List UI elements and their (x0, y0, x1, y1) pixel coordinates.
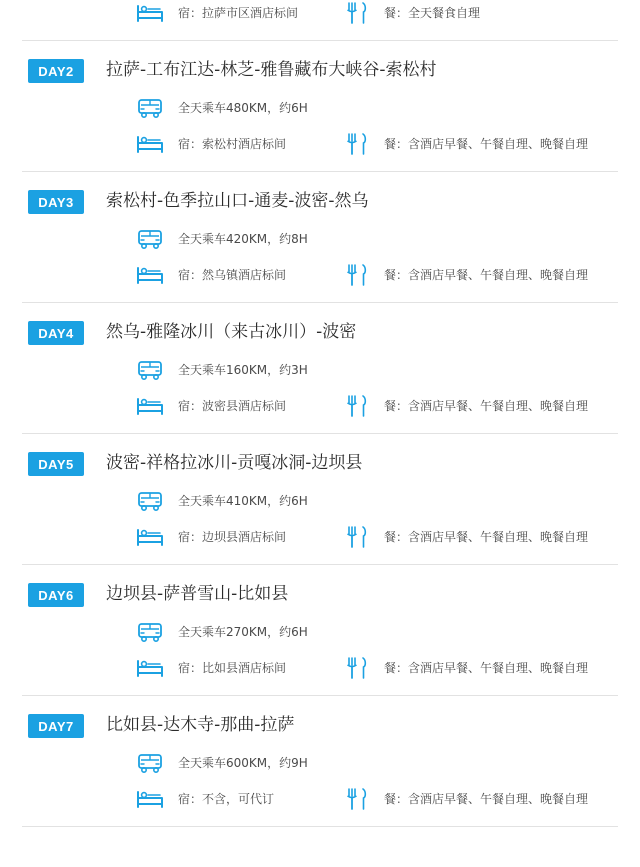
info-row (134, 357, 618, 383)
info-row (134, 0, 618, 26)
day-header (22, 448, 618, 478)
transport-cell (134, 95, 340, 121)
bed-icon (134, 393, 166, 419)
transport-text: 全天乘车480KM，约6H (178, 101, 308, 115)
fork-knife-icon (340, 0, 372, 26)
day-block (22, 696, 618, 827)
meal-cell (340, 524, 618, 550)
info-row (134, 131, 618, 157)
day-header (22, 317, 618, 347)
bed-icon (134, 524, 166, 550)
day-block (22, 0, 618, 41)
day-info-rows (22, 750, 618, 812)
bed-icon (134, 786, 166, 812)
stay-text: 宿：拉萨市区酒店标间 (178, 6, 299, 20)
bus-icon (134, 226, 166, 252)
bed-icon (134, 131, 166, 157)
info-row (134, 524, 618, 550)
stay-text: 宿：比如县酒店标间 (178, 661, 287, 675)
meal-cell (340, 786, 618, 812)
meal-cell (340, 655, 618, 681)
fork-knife-icon (340, 393, 372, 419)
transport-cell (134, 357, 340, 383)
meal-text: 餐：含酒店早餐、午餐自理、晚餐自理 (384, 268, 589, 282)
day-title: 索松村-色季拉山口-通麦-波密-然乌 (106, 191, 369, 211)
stay-cell (134, 524, 340, 550)
day-info-rows (22, 357, 618, 419)
day-block (22, 565, 618, 696)
stay-text: 宿：波密县酒店标间 (178, 399, 287, 413)
bed-icon (134, 655, 166, 681)
day-block (22, 303, 618, 434)
stay-text: 宿：边坝县酒店标间 (178, 530, 287, 544)
fork-knife-icon (340, 524, 372, 550)
bus-icon (134, 750, 166, 776)
transport-cell (134, 619, 340, 645)
fork-knife-icon (340, 131, 372, 157)
meal-cell (340, 0, 618, 26)
day-badge: DAY4 (28, 321, 84, 345)
meal-cell (340, 131, 618, 157)
day-header (22, 186, 618, 216)
day-badge: DAY7 (28, 714, 84, 738)
day-title: 波密-祥格拉冰川-贡嘎冰洞-边坝县 (106, 453, 363, 473)
transport-cell (134, 488, 340, 514)
page-bottom-space (22, 827, 618, 867)
bed-icon (134, 0, 166, 26)
info-row (134, 655, 618, 681)
day-info-rows (22, 0, 618, 26)
day-badge: DAY6 (28, 583, 84, 607)
info-row (134, 393, 618, 419)
meal-text: 餐：含酒店早餐、午餐自理、晚餐自理 (384, 661, 589, 675)
fork-knife-icon (340, 262, 372, 288)
info-row (134, 95, 618, 121)
meal-text: 餐：含酒店早餐、午餐自理、晚餐自理 (384, 530, 589, 544)
info-row (134, 226, 618, 252)
day-header (22, 579, 618, 609)
info-row (134, 786, 618, 812)
day-header (22, 55, 618, 85)
transport-cell (134, 226, 340, 252)
day-title: 比如县-达木寺-那曲-拉萨 (106, 715, 295, 735)
stay-cell (134, 0, 340, 26)
day-title: 边坝县-萨普雪山-比如县 (106, 584, 289, 604)
day-info-rows (22, 488, 618, 550)
meal-text: 餐：含酒店早餐、午餐自理、晚餐自理 (384, 399, 589, 413)
info-row (134, 750, 618, 776)
stay-cell (134, 786, 340, 812)
bus-icon (134, 619, 166, 645)
info-row (134, 488, 618, 514)
bus-icon (134, 357, 166, 383)
transport-cell (134, 750, 340, 776)
meal-text: 餐：含酒店早餐、午餐自理、晚餐自理 (384, 137, 589, 151)
fork-knife-icon (340, 786, 372, 812)
day-info-rows (22, 226, 618, 288)
day-badge: DAY2 (28, 59, 84, 83)
stay-cell (134, 393, 340, 419)
transport-text: 全天乘车420KM，约8H (178, 232, 308, 246)
meal-cell (340, 262, 618, 288)
bus-icon (134, 95, 166, 121)
day-info-rows (22, 95, 618, 157)
bed-icon (134, 262, 166, 288)
transport-text: 全天乘车410KM，约6H (178, 494, 308, 508)
stay-cell (134, 262, 340, 288)
day-title: 然乌-雅隆冰川（来古冰川）-波密 (106, 322, 357, 342)
day-title: 拉萨-工布江达-林芝-雅鲁藏布大峡谷-索松村 (106, 60, 437, 80)
bus-icon (134, 488, 166, 514)
fork-knife-icon (340, 655, 372, 681)
meal-text: 餐：含酒店早餐、午餐自理、晚餐自理 (384, 792, 589, 806)
day-badge: DAY3 (28, 190, 84, 214)
meal-cell (340, 393, 618, 419)
transport-text: 全天乘车160KM，约3H (178, 363, 308, 377)
stay-cell (134, 131, 340, 157)
day-block (22, 434, 618, 565)
day-block (22, 172, 618, 303)
day-block (22, 41, 618, 172)
transport-text: 全天乘车600KM，约9H (178, 756, 308, 770)
day-header (22, 710, 618, 740)
stay-text: 宿：索松村酒店标间 (178, 137, 287, 151)
day-info-rows (22, 619, 618, 681)
stay-text: 宿：不含，可代订 (178, 792, 275, 806)
transport-text: 全天乘车270KM，约6H (178, 625, 308, 639)
meal-text: 餐：全天餐食自理 (384, 6, 481, 20)
day-badge: DAY5 (28, 452, 84, 476)
stay-cell (134, 655, 340, 681)
info-row (134, 619, 618, 645)
info-row (134, 262, 618, 288)
stay-text: 宿：然乌镇酒店标间 (178, 268, 287, 282)
